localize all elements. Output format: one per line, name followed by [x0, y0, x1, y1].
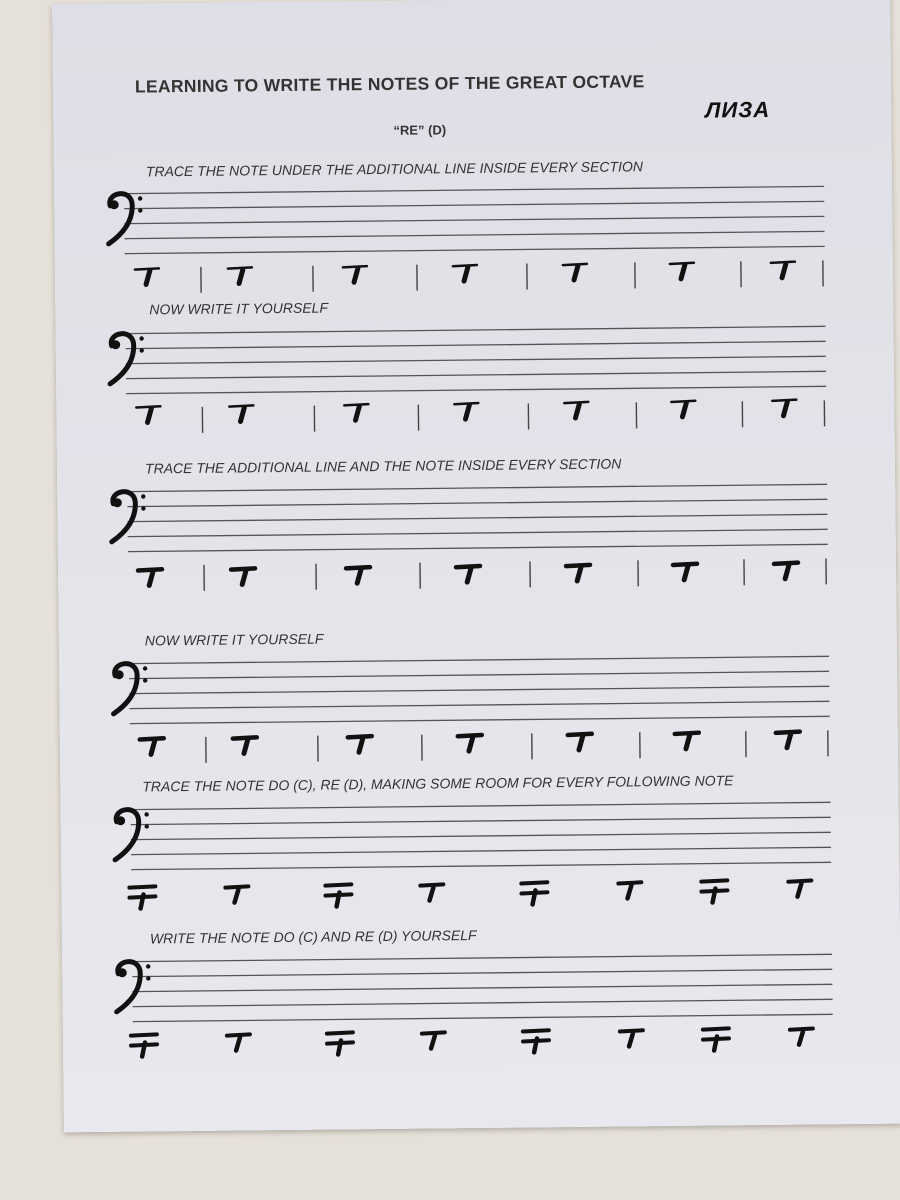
staff-line [132, 969, 832, 976]
section-6-instruction: WRITE THE NOTE DO (C) AND RE (D) YOURSELF [149, 927, 477, 947]
staff-line [133, 999, 833, 1006]
note-subtitle: “RE” (D) [393, 122, 447, 138]
note-head [142, 1043, 145, 1057]
note-head [785, 565, 789, 579]
bass-clef-dot [143, 666, 147, 670]
note-re [348, 736, 372, 752]
staff-line [125, 246, 825, 253]
note-head [532, 890, 535, 904]
note-re [422, 1032, 445, 1048]
ledger-line [227, 1034, 250, 1035]
note-re [136, 406, 160, 422]
note-head [579, 736, 583, 750]
note-head [464, 267, 468, 281]
staff-section-1 [108, 186, 825, 294]
ledger-line [135, 268, 159, 269]
staff-line [131, 862, 831, 869]
note-do [327, 1032, 353, 1054]
staff-line [126, 341, 826, 348]
note-re [673, 564, 697, 580]
ledger-line [703, 1028, 729, 1029]
ledger-line [129, 886, 155, 887]
note-head [684, 566, 688, 580]
note-re [563, 264, 587, 280]
ledger-line [774, 563, 798, 564]
note-head [244, 739, 248, 753]
note-head [797, 884, 801, 897]
note-head [338, 1040, 341, 1054]
staff-line [131, 832, 831, 839]
note-re [453, 265, 477, 281]
staff-section-6 [116, 954, 833, 1057]
note-re [233, 737, 257, 753]
ledger-line [620, 1030, 643, 1031]
note-re [225, 886, 248, 902]
ledger-line [422, 1032, 445, 1033]
staff-line [126, 356, 826, 363]
ledger-line [225, 886, 248, 887]
ledger-line [231, 568, 255, 569]
bass-clef-icon [116, 961, 151, 1011]
staff-line [125, 231, 825, 238]
note-head [465, 405, 469, 419]
bass-clef-icon [108, 193, 143, 243]
staff-line [126, 386, 826, 393]
ledger-line [344, 404, 368, 405]
note-head [242, 570, 246, 584]
ledger-line [229, 405, 253, 406]
note-re [771, 262, 795, 278]
staff-line [126, 371, 826, 378]
staff-line [127, 499, 827, 506]
note-re [344, 404, 368, 420]
bass-clef-dot [146, 964, 150, 968]
ledger-line [564, 402, 588, 403]
bass-clef-icon [111, 491, 146, 541]
staff-line [129, 701, 829, 708]
note-head [234, 890, 238, 903]
ledger-line [670, 263, 694, 264]
ledger-line [776, 732, 800, 733]
note-re [135, 268, 159, 284]
ledger-line [790, 1029, 813, 1030]
note-head [714, 1037, 717, 1051]
note-re [138, 569, 162, 585]
note-head [575, 404, 579, 418]
staff-line [133, 1014, 833, 1021]
note-head [359, 738, 363, 752]
section-5-instruction: TRACE THE NOTE DO (C), RE (D), MAKING SOME ROOM FOR EVERY FOLLOWING NOTE [142, 772, 734, 795]
ledger-line [348, 736, 372, 737]
note-re [140, 738, 164, 754]
note-head [431, 1035, 435, 1048]
bass-clef-icon [110, 333, 145, 383]
staff-line [131, 847, 831, 854]
note-head [429, 887, 433, 900]
note-do [523, 1030, 549, 1052]
note-head [140, 895, 143, 909]
ledger-line [327, 1032, 353, 1033]
staff-line [124, 216, 824, 223]
note-re [568, 734, 592, 750]
ledger-line [454, 403, 478, 404]
staff-section-5 [115, 802, 832, 909]
note-re [790, 1029, 813, 1045]
staff-line [129, 656, 829, 663]
note-head [682, 403, 686, 417]
staff-line [128, 544, 828, 551]
ledger-line [346, 567, 370, 568]
note-re [670, 263, 694, 279]
note-head [146, 270, 150, 284]
note-re [228, 267, 252, 283]
note-do [701, 880, 727, 902]
note-re [776, 732, 800, 748]
note-head [151, 740, 155, 754]
worksheet-title: LEARNING TO WRITE THE NOTES OF THE GREAT OCTAVE [134, 71, 645, 97]
note-re [564, 402, 588, 418]
note-re [618, 882, 641, 898]
ledger-line [420, 884, 443, 885]
note-re [346, 567, 370, 583]
ledger-line [453, 265, 477, 266]
section-2-instruction: NOW WRITE IT YOURSELF [149, 299, 329, 318]
staff-line [128, 514, 828, 521]
bass-clef-dot [141, 494, 145, 498]
staff-line [132, 984, 832, 991]
note-re [229, 405, 253, 421]
note-re [343, 266, 367, 282]
note-re [227, 1034, 250, 1050]
note-head [336, 892, 339, 906]
note-re [675, 733, 699, 749]
note-head [467, 568, 471, 582]
section-3-instruction: TRACE THE ADDITIONAL LINE AND THE NOTE INSIDE EVERY SECTION [144, 455, 622, 477]
ledger-line [788, 881, 811, 882]
ledger-line [136, 406, 160, 407]
ledger-line [458, 735, 482, 736]
worksheet-page [52, 0, 900, 1132]
note-do [703, 1028, 729, 1050]
staff-line [129, 686, 829, 693]
ledger-line [568, 734, 592, 735]
note-do [325, 884, 351, 906]
note-do [129, 886, 155, 908]
staff-section-4 [113, 656, 830, 764]
note-re [231, 568, 255, 584]
ledger-line [566, 565, 590, 566]
staff-section-3 [111, 484, 828, 592]
ledger-line [131, 1034, 157, 1035]
note-head [149, 571, 153, 585]
note-head [355, 406, 359, 420]
note-head [357, 569, 361, 583]
ledger-line [675, 733, 699, 734]
ledger-line [771, 262, 795, 263]
ledger-line [671, 401, 695, 402]
note-head [783, 402, 787, 416]
note-head [627, 885, 631, 898]
staff-line [127, 484, 827, 491]
ledger-line [325, 884, 351, 885]
note-head [629, 1033, 633, 1046]
note-head [799, 1032, 803, 1045]
note-head [469, 737, 473, 751]
staff-area [52, 0, 900, 1132]
ledger-line [456, 566, 480, 567]
note-head [534, 1038, 537, 1052]
note-re [454, 403, 478, 419]
section-4-instruction: NOW WRITE IT YOURSELF [144, 630, 324, 649]
note-re [458, 735, 482, 751]
bass-clef-icon [115, 809, 150, 859]
note-re [620, 1030, 643, 1046]
ledger-line [772, 400, 796, 401]
note-re [774, 563, 798, 579]
staff-line [128, 529, 828, 536]
ledger-line [673, 564, 697, 565]
section-1-instruction: TRACE THE NOTE UNDER THE ADDITIONAL LINE INSIDE EVERY SECTION [145, 158, 644, 180]
bass-clef-icon [113, 663, 148, 713]
note-head [577, 567, 581, 581]
ledger-line [140, 738, 164, 739]
bass-clef-dot [139, 336, 143, 340]
note-head [782, 264, 786, 278]
ledger-line [138, 569, 162, 570]
note-re [456, 566, 480, 582]
student-name: ЛИЗА [705, 96, 771, 123]
note-head [239, 269, 243, 283]
staff-line [124, 201, 824, 208]
note-head [574, 266, 578, 280]
note-re [420, 884, 443, 900]
ledger-line [563, 264, 587, 265]
staff-line [124, 186, 824, 193]
ledger-line [343, 266, 367, 267]
staff-line [129, 671, 829, 678]
note-head [147, 408, 151, 422]
note-re [671, 401, 695, 417]
staff-line [131, 817, 831, 824]
bass-clef-dot [138, 196, 142, 200]
staff-line [130, 716, 830, 723]
staff-line [132, 954, 832, 961]
ledger-line [233, 737, 257, 738]
note-head [240, 407, 244, 421]
bass-clef-dot [144, 812, 148, 816]
note-head [236, 1038, 240, 1051]
ledger-line [701, 880, 727, 881]
note-do [131, 1034, 157, 1056]
note-do [521, 882, 547, 904]
note-re [772, 400, 796, 416]
note-head [787, 734, 791, 748]
ledger-line [618, 882, 641, 883]
note-head [681, 265, 685, 279]
ledger-line [521, 882, 547, 883]
note-head [354, 268, 358, 282]
ledger-line [228, 267, 252, 268]
ledger-line [523, 1030, 549, 1031]
note-head [686, 735, 690, 749]
staff-line [131, 802, 831, 809]
note-re [788, 881, 811, 897]
staff-section-2 [110, 326, 827, 434]
note-re [566, 565, 590, 581]
staff-line [126, 326, 826, 333]
note-head [712, 889, 715, 903]
